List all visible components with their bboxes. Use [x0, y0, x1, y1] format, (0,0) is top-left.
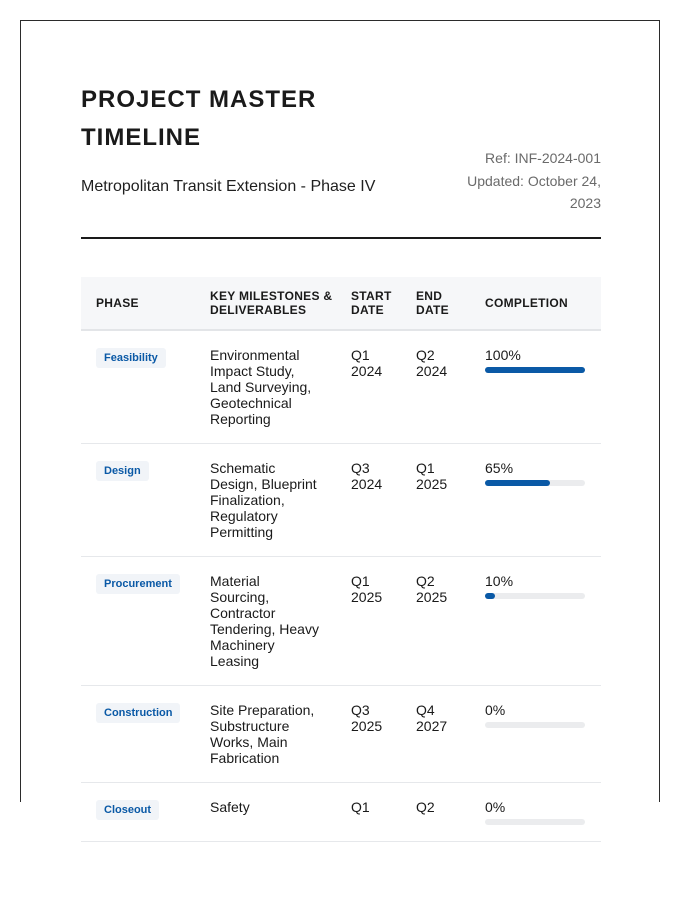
- milestones-cell: Safety: [195, 783, 336, 842]
- table-header-row: [81, 277, 601, 330]
- table-row: [81, 686, 601, 783]
- column-header-milestones: KEY MILESTONES & DELIVERABLES: [195, 277, 336, 330]
- completion-cell: [470, 444, 601, 557]
- phase-badge: Design: [96, 461, 149, 481]
- project-subtitle: Metropolitan Transit Extension - Phase IV: [81, 178, 376, 195]
- completion-percent: 100%: [485, 347, 521, 363]
- milestones-cell: Schematic Design, Blueprint Finalization, Regulatory Permitting: [195, 444, 336, 557]
- page-title: PROJECT MASTER TIMELINE: [81, 86, 317, 151]
- start-date-cell: Q3 2024: [336, 444, 406, 557]
- table-row: [81, 444, 601, 557]
- document-header: [81, 81, 601, 239]
- timeline-table: [81, 277, 601, 842]
- updated-date: Updated: October 24, 2023: [467, 172, 601, 211]
- end-date-cell: Q1 2025: [406, 444, 470, 557]
- phase-badge: Procurement: [96, 574, 180, 594]
- column-header-phase: PHASE: [81, 277, 195, 330]
- milestones-cell: Material Sourcing, Contractor Tendering, Heavy Machinery Leasing: [195, 557, 336, 686]
- end-date-cell: Q2 2024: [406, 330, 470, 444]
- table-row: [81, 783, 601, 842]
- table-row: [81, 330, 601, 444]
- milestones-cell: Environmental Impact Study, Land Surveying, Geotechnical Reporting: [195, 330, 336, 444]
- completion-cell: [470, 686, 601, 783]
- table-row: [81, 557, 601, 686]
- phase-badge: Feasibility: [96, 348, 166, 368]
- end-date-cell: Q4 2027: [406, 686, 470, 783]
- progress-bar: [485, 367, 585, 373]
- document-page: [20, 20, 660, 816]
- start-date-cell: Q1 2025: [336, 557, 406, 686]
- completion-cell: [470, 330, 601, 444]
- progress-bar: [485, 480, 585, 486]
- start-date-cell: Q1: [336, 783, 406, 842]
- start-date-cell: Q1 2024: [336, 330, 406, 444]
- end-date-cell: Q2: [406, 783, 470, 842]
- phase-badge: Construction: [96, 703, 180, 723]
- completion-percent: 10%: [485, 573, 514, 589]
- column-header-end-date: END DATE: [406, 277, 470, 330]
- column-header-start-date: START DATE: [336, 277, 406, 330]
- progress-bar-fill: [485, 367, 585, 373]
- completion-percent: 65%: [485, 460, 514, 476]
- progress-bar: [485, 593, 585, 599]
- completion-percent: 0%: [485, 702, 506, 718]
- completion-cell: [470, 783, 601, 842]
- reference-number: Ref: INF-2024-001: [485, 150, 601, 166]
- document-meta: [441, 147, 601, 215]
- milestones-cell: Site Preparation, Substructure Works, Main Fabrication: [195, 686, 336, 783]
- end-date-cell: Q2 2025: [406, 557, 470, 686]
- progress-bar-fill: [485, 593, 495, 599]
- column-header-completion: COMPLETION: [470, 277, 601, 330]
- progress-bar: [485, 819, 585, 825]
- completion-cell: [470, 557, 601, 686]
- phase-badge: Closeout: [96, 800, 159, 820]
- start-date-cell: Q3 2025: [336, 686, 406, 783]
- completion-percent: 0%: [485, 799, 506, 815]
- progress-bar: [485, 722, 585, 728]
- progress-bar-fill: [485, 480, 550, 486]
